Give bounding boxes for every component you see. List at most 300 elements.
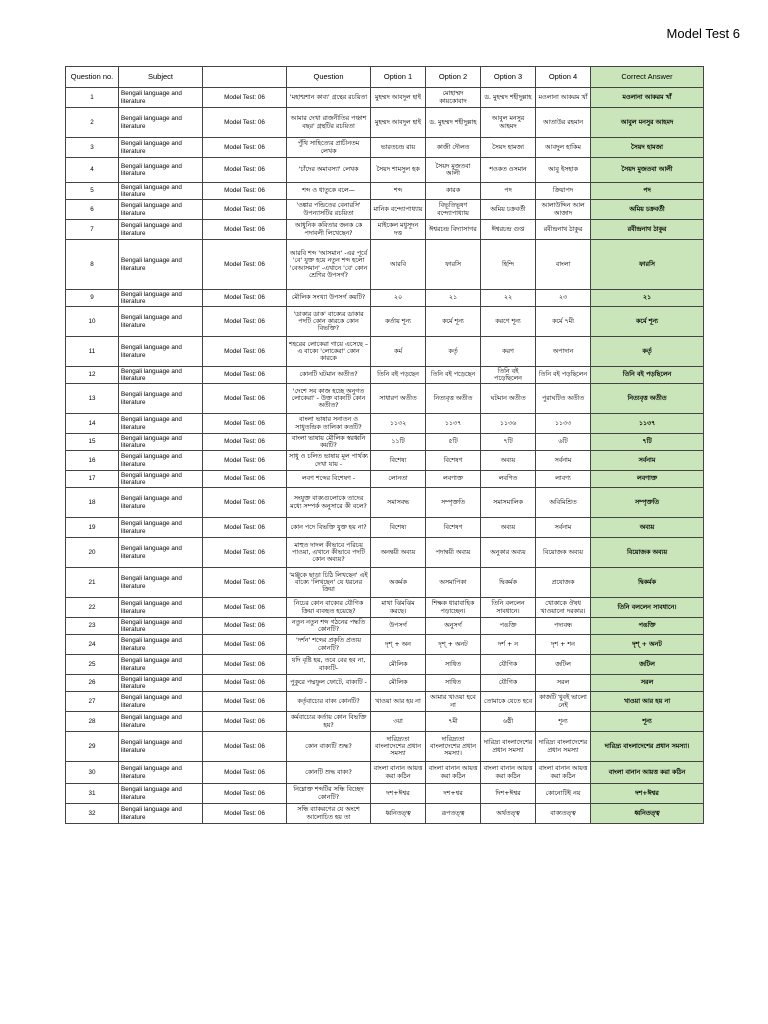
row-option-1: মৌলিক bbox=[371, 675, 426, 692]
header-subject: Subject bbox=[119, 67, 203, 88]
table-row bbox=[66, 804, 704, 824]
row-option-4: শূন্য bbox=[536, 712, 591, 732]
row-correct-answer: জটিল bbox=[591, 655, 704, 675]
row-model-test: Model Test: 06 bbox=[203, 220, 287, 240]
row-correct-answer: দারিদ্র্য বাংলাদেশের প্রধান সমস্যা। bbox=[591, 732, 704, 762]
row-option-1: ৩য়া bbox=[371, 712, 426, 732]
row-option-1: ১১৩২ bbox=[371, 414, 426, 434]
row-option-4: কাজটি খুবই ভালো নেই bbox=[536, 692, 591, 712]
row-option-1: ২০ bbox=[371, 290, 426, 307]
row-question: শব্দ ও ধাতুকে বলে— bbox=[287, 183, 371, 200]
row-subject: Bengali language and literature bbox=[119, 488, 203, 518]
header-blank bbox=[203, 67, 287, 88]
row-subject: Bengali language and literature bbox=[119, 784, 203, 804]
row-option-1: ধ্বনিতত্ত্ব bbox=[371, 804, 426, 824]
row-model-test: Model Test: 06 bbox=[203, 384, 287, 414]
row-model-test: Model Test: 06 bbox=[203, 434, 287, 451]
row-option-3: ঘটমান অতীত bbox=[481, 384, 536, 414]
row-subject: Bengali language and literature bbox=[119, 451, 203, 471]
table-header-row bbox=[66, 67, 704, 88]
table-row bbox=[66, 692, 704, 712]
row-option-2: সম্পৃক্ততি bbox=[426, 488, 481, 518]
table-row bbox=[66, 712, 704, 732]
row-option-4: অপাদান bbox=[536, 337, 591, 367]
row-model-test: Model Test: 06 bbox=[203, 471, 287, 488]
row-subject: Bengali language and literature bbox=[119, 618, 203, 635]
row-option-2: বাংলা বানান আয়ত্ত করা কঠিন bbox=[426, 762, 481, 784]
row-question: সংযুক্ত বাক্যগুলোকে তাদের মধ্যে সম্পর্ক অনুসারে কী বলে? bbox=[287, 488, 371, 518]
header-option-3: Option 3 bbox=[481, 67, 536, 88]
table-row bbox=[66, 618, 704, 635]
row-option-4: আবু ইসহাক bbox=[536, 158, 591, 183]
row-correct-answer: দৃশ্ + অনট bbox=[591, 635, 704, 655]
row-model-test: Model Test: 06 bbox=[203, 692, 287, 712]
row-correct-answer: দ্বিকর্মক bbox=[591, 568, 704, 598]
row-option-3: শওকত ওসমান bbox=[481, 158, 536, 183]
row-question: কোন পদে বিভক্তি যুক্ত হয় না? bbox=[287, 518, 371, 538]
row-option-3: পঙক্তি bbox=[481, 618, 536, 635]
row-option-3: সমাসমালিক bbox=[481, 488, 536, 518]
row-question: পুঁথি সাহিত্যের প্রাচীনতম লেখক bbox=[287, 138, 371, 158]
row-option-2: বিশেষণ bbox=[426, 518, 481, 538]
row-option-1: লোনতা bbox=[371, 471, 426, 488]
row-option-1: সাধারণ অতীত bbox=[371, 384, 426, 414]
row-question: বাংলা ভাষার সনাতন ও সাধুতন্দ্রিক তালিকা কতটি? bbox=[287, 414, 371, 434]
row-question: 'চাঁদের অমাবস্যা' লেখক bbox=[287, 158, 371, 183]
row-option-4: লাবণ্য bbox=[536, 471, 591, 488]
table-row bbox=[66, 220, 704, 240]
row-number: 19 bbox=[66, 518, 119, 538]
row-option-2: দারিদ্র্যতা বাংলাদেশের প্রধান সমস্যা। bbox=[426, 732, 481, 762]
row-correct-answer: বিয়োজক অব্যয় bbox=[591, 538, 704, 568]
row-question: 'মহাশ্মশান কাব্য' গ্রন্থের রচয়িতা bbox=[287, 88, 371, 108]
row-number: 31 bbox=[66, 784, 119, 804]
row-model-test: Model Test: 06 bbox=[203, 108, 287, 138]
row-option-4: বিয়োজক অব্যয় bbox=[536, 538, 591, 568]
row-option-2: রূপতত্ত্ব bbox=[426, 804, 481, 824]
row-subject: Bengali language and literature bbox=[119, 434, 203, 451]
row-option-4: দারিদ্র্য বাংলাদেশের প্রধান সমস্যা bbox=[536, 732, 591, 762]
row-number: 18 bbox=[66, 488, 119, 518]
row-option-4: বাংলা bbox=[536, 240, 591, 290]
row-model-test: Model Test: 06 bbox=[203, 518, 287, 538]
row-question: বাংলা ভাষায় মৌলিক স্বরধ্বনি কয়টি? bbox=[287, 434, 371, 451]
row-option-3: সৈয়দ হামজা bbox=[481, 138, 536, 158]
row-option-2: ১১৩৭ bbox=[426, 414, 481, 434]
row-option-3: তিনি বললেন সাবধানে। bbox=[481, 598, 536, 618]
row-question: কর্মবাচ্যের কর্তায় কোন বিভক্তি হয়? bbox=[287, 712, 371, 732]
table-row bbox=[66, 138, 704, 158]
row-correct-answer: নিত্যবৃত্ত অতীত bbox=[591, 384, 704, 414]
row-model-test: Model Test: 06 bbox=[203, 635, 287, 655]
row-subject: Bengali language and literature bbox=[119, 220, 203, 240]
row-subject: Bengali language and literature bbox=[119, 471, 203, 488]
row-option-2: কর্মে শূন্য bbox=[426, 307, 481, 337]
row-number: 6 bbox=[66, 200, 119, 220]
page-title: Model Test 6 bbox=[666, 26, 740, 41]
row-option-3: অব্যয় bbox=[481, 451, 536, 471]
row-option-2: কারক bbox=[426, 183, 481, 200]
row-option-3: ১১৩৬ bbox=[481, 414, 536, 434]
header-question: Question bbox=[287, 67, 371, 88]
row-correct-answer: কর্মে শূন্য bbox=[591, 307, 704, 337]
row-option-4: তিনি বই পড়ছিলেন bbox=[536, 367, 591, 384]
row-option-3: হিন্দি bbox=[481, 240, 536, 290]
row-option-1: মাথা ঝিমঝিম করছে। bbox=[371, 598, 426, 618]
row-model-test: Model Test: 06 bbox=[203, 240, 287, 290]
row-correct-answer: লবণাক্ত bbox=[591, 471, 704, 488]
row-option-4: সরল bbox=[536, 675, 591, 692]
row-number: 15 bbox=[66, 434, 119, 451]
row-option-2: ২১ bbox=[426, 290, 481, 307]
row-option-2: বিশেষণ bbox=[426, 451, 481, 471]
table-row bbox=[66, 108, 704, 138]
row-option-3: যৌগিক bbox=[481, 655, 536, 675]
table-row bbox=[66, 290, 704, 307]
row-subject: Bengali language and literature bbox=[119, 384, 203, 414]
row-option-3: দিশ+ঈশ্বর bbox=[481, 784, 536, 804]
row-correct-answer: অব্যয় bbox=[591, 518, 704, 538]
row-subject: Bengali language and literature bbox=[119, 675, 203, 692]
row-model-test: Model Test: 06 bbox=[203, 158, 287, 183]
row-number: 12 bbox=[66, 367, 119, 384]
row-question: আরবি শব্দ 'আসমান' -এর পূর্বে 'বে' যুক্ত হয়ে নতুন শব্দ হলো 'বেআসমান' -এখানে 'বে' কোন শ্রেণির উপসর্গ? bbox=[287, 240, 371, 290]
row-question: পুকুরে পদ্মফুল ফোটে, বাক্যটি - bbox=[287, 675, 371, 692]
row-correct-answer: আবুল মনসুর আহমদ bbox=[591, 108, 704, 138]
row-correct-answer: তিনি বই পড়ছিলেন bbox=[591, 367, 704, 384]
row-option-3: ড. মুহম্মদ শহীদুল্লাহ bbox=[481, 88, 536, 108]
row-question: কোন বাক্যটি শুদ্ধ? bbox=[287, 732, 371, 762]
row-question: কোনটি ঘটমান অতীত? bbox=[287, 367, 371, 384]
row-option-3: ৬ষ্ঠী bbox=[481, 712, 536, 732]
row-subject: Bengali language and literature bbox=[119, 183, 203, 200]
table-row bbox=[66, 598, 704, 618]
row-correct-answer: তিনি বললেন সাবধানে। bbox=[591, 598, 704, 618]
row-option-1: তিনি বই পড়ছেন bbox=[371, 367, 426, 384]
table-row bbox=[66, 655, 704, 675]
row-option-1: বিশেষ্য bbox=[371, 451, 426, 471]
row-option-4: কোনোটিই নয় bbox=[536, 784, 591, 804]
row-correct-answer: ২১ bbox=[591, 290, 704, 307]
table-row bbox=[66, 307, 704, 337]
header-option-2: Option 2 bbox=[426, 67, 481, 88]
row-question: আমার দেখা রাজনীতির পঞ্চাশ বছর' গ্রন্থটির রচয়িতা bbox=[287, 108, 371, 138]
row-correct-answer: সৈয়দ মুজতবা আলী bbox=[591, 158, 704, 183]
row-option-3: করণ bbox=[481, 337, 536, 367]
row-option-3: অব্যয় bbox=[481, 518, 536, 538]
row-option-1: খাওয়া আর হয় না bbox=[371, 692, 426, 712]
row-number: 11 bbox=[66, 337, 119, 367]
row-subject: Bengali language and literature bbox=[119, 88, 203, 108]
row-option-3: দ্বিকর্মক bbox=[481, 568, 536, 598]
table-row bbox=[66, 732, 704, 762]
row-option-4: সর্বনাম bbox=[536, 451, 591, 471]
row-subject: Bengali language and literature bbox=[119, 655, 203, 675]
row-option-3: দর্শ + ন bbox=[481, 635, 536, 655]
row-model-test: Model Test: 06 bbox=[203, 138, 287, 158]
row-number: 8 bbox=[66, 240, 119, 290]
row-option-2: অনুসর্গ bbox=[426, 618, 481, 635]
row-question: নিচের কোন বাক্যের যৌগিক ক্রিয়া ব্যবহৃত হয়েছে? bbox=[287, 598, 371, 618]
row-option-1: সমাসবদ্ধ bbox=[371, 488, 426, 518]
row-question: শহরের লোকেরা গায়ে এসেছে – এ বাক্যে 'লোকেরা' কোন কারকে bbox=[287, 337, 371, 367]
row-correct-answer: ৭টি bbox=[591, 434, 704, 451]
row-option-1: সৈয়দ শামসুল হক bbox=[371, 158, 426, 183]
row-option-3: ঈশ্বরচন্দ্র গুপ্ত bbox=[481, 220, 536, 240]
row-number: 29 bbox=[66, 732, 119, 762]
row-question: কর্তৃবাচ্যের বাক্য কোনটি? bbox=[287, 692, 371, 712]
row-option-4: বাক্যতত্ত্ব bbox=[536, 804, 591, 824]
row-option-3: আবুল মনসুর আহমদ bbox=[481, 108, 536, 138]
row-option-4: দৃশ + শন bbox=[536, 635, 591, 655]
row-option-1: বিশেষ্য bbox=[371, 518, 426, 538]
table-row bbox=[66, 471, 704, 488]
row-correct-answer: সরল bbox=[591, 675, 704, 692]
row-subject: Bengali language and literature bbox=[119, 138, 203, 158]
row-subject: Bengali language and literature bbox=[119, 290, 203, 307]
row-option-1: দৃশ্ + অন bbox=[371, 635, 426, 655]
row-option-4: আতাউর রহমান bbox=[536, 108, 591, 138]
row-option-3: অমিয় চক্রবর্তী bbox=[481, 200, 536, 220]
row-option-4: কর্মে ৭মী bbox=[536, 307, 591, 337]
row-number: 10 bbox=[66, 307, 119, 337]
row-option-3: দারিদ্র্য বাংলাদেশের প্রধান সমস্যা bbox=[481, 732, 536, 762]
row-number: 21 bbox=[66, 568, 119, 598]
table-row bbox=[66, 451, 704, 471]
row-option-4: প্রযোজক bbox=[536, 568, 591, 598]
row-question: মৌলিক সংখ্যা উপসর্গ কয়টি? bbox=[287, 290, 371, 307]
row-correct-answer: ধ্বনিতত্ত্ব bbox=[591, 804, 704, 824]
row-option-3: যৌগিক bbox=[481, 675, 536, 692]
row-option-1: উপসর্গ bbox=[371, 618, 426, 635]
row-option-3: পদ bbox=[481, 183, 536, 200]
row-option-1: ভারতচন্দ্র রায় bbox=[371, 138, 426, 158]
row-model-test: Model Test: 06 bbox=[203, 307, 287, 337]
row-correct-answer: সর্বনাম bbox=[591, 451, 704, 471]
row-option-4: বাংলা বানান আয়ত্ত করা কঠিন bbox=[536, 762, 591, 784]
row-model-test: Model Test: 06 bbox=[203, 762, 287, 784]
table-row bbox=[66, 635, 704, 655]
table-row bbox=[66, 762, 704, 784]
table-row bbox=[66, 384, 704, 414]
row-option-2: সাধিত bbox=[426, 655, 481, 675]
table-row bbox=[66, 200, 704, 220]
row-number: 5 bbox=[66, 183, 119, 200]
row-option-1: দশ+ঈশ্বর bbox=[371, 784, 426, 804]
row-subject: Bengali language and literature bbox=[119, 367, 203, 384]
row-option-3: তিনি বই পড়েছিলেন bbox=[481, 367, 536, 384]
row-option-1: দারিদ্র্যতা বাংলাদেশের প্রধান সমস্যা bbox=[371, 732, 426, 762]
row-option-4: ২৩ bbox=[536, 290, 591, 307]
row-question: নিম্নোক্ত শব্দটির সন্ধি বিচ্ছেদ কোনটি? bbox=[287, 784, 371, 804]
row-correct-answer: খাওয়া আর হয় না bbox=[591, 692, 704, 712]
row-question: সাধু ও চলিত ভাষায় মূল পার্থক্য দেখা যায় - bbox=[287, 451, 371, 471]
row-correct-answer: মওলানা আকরম খাঁ bbox=[591, 88, 704, 108]
row-option-2: মোহাম্মদ কায়কোবাদ bbox=[426, 88, 481, 108]
row-model-test: Model Test: 06 bbox=[203, 568, 287, 598]
row-option-4: সর্বনাম bbox=[536, 518, 591, 538]
table-row bbox=[66, 337, 704, 367]
row-correct-answer: অমিয় চক্রবর্তী bbox=[591, 200, 704, 220]
row-subject: Bengali language and literature bbox=[119, 414, 203, 434]
row-option-4: পদ্যবন্ধ bbox=[536, 618, 591, 635]
row-option-4: রবীন্দ্রনাথ ঠাকুর bbox=[536, 220, 591, 240]
table-row bbox=[66, 784, 704, 804]
row-subject: Bengali language and literature bbox=[119, 762, 203, 784]
row-option-3: অর্থতত্ত্ব bbox=[481, 804, 536, 824]
row-correct-answer: বাংলা বানান আয়ত্ত করা কঠিন bbox=[591, 762, 704, 784]
row-option-1: অনন্বয়ী অব্যয় bbox=[371, 538, 426, 568]
row-question: 'ওঙ্কার পন্ডিতের বেনারসি' উপন্যাসটির রচয়িতা bbox=[287, 200, 371, 220]
row-model-test: Model Test: 06 bbox=[203, 655, 287, 675]
table-row bbox=[66, 568, 704, 598]
row-number: 27 bbox=[66, 692, 119, 712]
row-number: 16 bbox=[66, 451, 119, 471]
row-option-3: বাংলা বানান আয়ত্ত করা কঠিন bbox=[481, 762, 536, 784]
row-option-3: তোমাকে যেতে হবে bbox=[481, 692, 536, 712]
row-model-test: Model Test: 06 bbox=[203, 414, 287, 434]
row-model-test: Model Test: 06 bbox=[203, 618, 287, 635]
row-model-test: Model Test: 06 bbox=[203, 804, 287, 824]
row-model-test: Model Test: 06 bbox=[203, 290, 287, 307]
row-number: 17 bbox=[66, 471, 119, 488]
row-option-1: মানিক বন্দ্যোপাধ্যায় bbox=[371, 200, 426, 220]
row-option-2: বিভূতিভূষণ বন্দ্যোপাধ্যায় bbox=[426, 200, 481, 220]
row-correct-answer: রবীন্দ্রনাথ ঠাকুর bbox=[591, 220, 704, 240]
row-subject: Bengali language and literature bbox=[119, 200, 203, 220]
row-number: 25 bbox=[66, 655, 119, 675]
row-subject: Bengali language and literature bbox=[119, 568, 203, 598]
row-number: 20 bbox=[66, 538, 119, 568]
row-option-4: আবদুল হাকিম bbox=[536, 138, 591, 158]
row-model-test: Model Test: 06 bbox=[203, 712, 287, 732]
row-model-test: Model Test: 06 bbox=[203, 451, 287, 471]
row-option-2: ৭মী bbox=[426, 712, 481, 732]
row-option-1: মুহম্মদ আবদুল হাই bbox=[371, 108, 426, 138]
table-row bbox=[66, 240, 704, 290]
row-model-test: Model Test: 06 bbox=[203, 598, 287, 618]
row-option-2: ৫টি bbox=[426, 434, 481, 451]
row-option-1: কর্তায় শূন্য bbox=[371, 307, 426, 337]
header-option-4: Option 4 bbox=[536, 67, 591, 88]
row-model-test: Model Test: 06 bbox=[203, 784, 287, 804]
row-model-test: Model Test: 06 bbox=[203, 367, 287, 384]
row-option-1: মুহম্মদ আবদুল হাই bbox=[371, 88, 426, 108]
row-subject: Bengali language and literature bbox=[119, 337, 203, 367]
row-option-2: ড. মুহম্মদ শহীদুল্লাহ bbox=[426, 108, 481, 138]
row-subject: Bengali language and literature bbox=[119, 692, 203, 712]
row-option-2: অসমাপিকা bbox=[426, 568, 481, 598]
row-subject: Bengali language and literature bbox=[119, 635, 203, 655]
row-option-2: নিত্যবৃত্ত অতীত bbox=[426, 384, 481, 414]
row-model-test: Model Test: 06 bbox=[203, 337, 287, 367]
row-correct-answer: পঙক্তি bbox=[591, 618, 704, 635]
row-option-2: দৃশ্ + অনট bbox=[426, 635, 481, 655]
row-option-4: অবিমিশ্রিত bbox=[536, 488, 591, 518]
table-row bbox=[66, 538, 704, 568]
row-correct-answer: কর্তৃ bbox=[591, 337, 704, 367]
row-question: যদি বৃষ্টি হয়, তবে বের হব না, বাক্যটি- bbox=[287, 655, 371, 675]
row-option-3: ২২ bbox=[481, 290, 536, 307]
row-number: 30 bbox=[66, 762, 119, 784]
row-model-test: Model Test: 06 bbox=[203, 183, 287, 200]
row-option-1: আরবি bbox=[371, 240, 426, 290]
row-option-2: কর্তৃ bbox=[426, 337, 481, 367]
row-option-1: বাংলা বানান আয়ত্ত করা কঠিন bbox=[371, 762, 426, 784]
row-option-2: ঈশ্বরচন্দ্র বিদ্যাসাগর bbox=[426, 220, 481, 240]
row-subject: Bengali language and literature bbox=[119, 598, 203, 618]
row-question: আধুনিক কবিতার জনক কে পদাবলী লিখেছেন? bbox=[287, 220, 371, 240]
row-question: কোনটি শুদ্ধ বাক্য? bbox=[287, 762, 371, 784]
header-correct-answer: Correct Answer bbox=[591, 67, 704, 88]
row-number: 2 bbox=[66, 108, 119, 138]
row-option-1: অকর্মক bbox=[371, 568, 426, 598]
row-number: 24 bbox=[66, 635, 119, 655]
row-correct-answer: দশ+ঈশ্বর bbox=[591, 784, 704, 804]
row-subject: Bengali language and literature bbox=[119, 108, 203, 138]
header-option-1: Option 1 bbox=[371, 67, 426, 88]
row-number: 3 bbox=[66, 138, 119, 158]
row-question: 'মঞ্জুকে ছাড়া চিঠি লিখছেন' এই বাক্যে 'লিখছেন' যে ধরনের ক্রিয়া bbox=[287, 568, 371, 598]
row-option-3: অনুকার অব্যয় bbox=[481, 538, 536, 568]
row-number: 13 bbox=[66, 384, 119, 414]
row-question: লবণ শব্দের বিশেষণ - bbox=[287, 471, 371, 488]
row-option-4: খোকাকে ঔষধ খাওয়ানো দরকার। bbox=[536, 598, 591, 618]
row-model-test: Model Test: 06 bbox=[203, 488, 287, 518]
row-option-4: মওলানা আকরম খাঁ bbox=[536, 88, 591, 108]
row-question: 'দর্শন' শব্দের প্রকৃতি প্রত্যয় কোনটি? bbox=[287, 635, 371, 655]
row-subject: Bengali language and literature bbox=[119, 240, 203, 290]
row-number: 26 bbox=[66, 675, 119, 692]
row-option-2: লবণাক্ত bbox=[426, 471, 481, 488]
row-model-test: Model Test: 06 bbox=[203, 732, 287, 762]
row-model-test: Model Test: 06 bbox=[203, 675, 287, 692]
row-number: 1 bbox=[66, 88, 119, 108]
row-subject: Bengali language and literature bbox=[119, 538, 203, 568]
row-number: 7 bbox=[66, 220, 119, 240]
row-option-4: জটিল bbox=[536, 655, 591, 675]
row-correct-answer: শূন্য bbox=[591, 712, 704, 732]
row-model-test: Model Test: 06 bbox=[203, 88, 287, 108]
row-subject: Bengali language and literature bbox=[119, 518, 203, 538]
table-row bbox=[66, 367, 704, 384]
row-option-2: তিনি বই পড়েছেন bbox=[426, 367, 481, 384]
row-question: 'দেশে সব কাজ হচ্ছে অনুগত লোকেরা' - উক্ত বাক্যটি কোন অতীত? bbox=[287, 384, 371, 414]
row-question: সন্ধি ব্যাকরণের যে অংশে আলোচিত হয় তা bbox=[287, 804, 371, 824]
row-number: 23 bbox=[66, 618, 119, 635]
question-table bbox=[65, 66, 704, 824]
row-option-2: কাজী দৌলত bbox=[426, 138, 481, 158]
row-option-4: পুরাঘটিত অতীত bbox=[536, 384, 591, 414]
table-row bbox=[66, 518, 704, 538]
row-subject: Bengali language and literature bbox=[119, 158, 203, 183]
table-row bbox=[66, 88, 704, 108]
row-option-4: ৬টি bbox=[536, 434, 591, 451]
row-option-2: দশ+শ্বর bbox=[426, 784, 481, 804]
table-row bbox=[66, 434, 704, 451]
table-row bbox=[66, 158, 704, 183]
table-row bbox=[66, 675, 704, 692]
row-option-3: লবণিত bbox=[481, 471, 536, 488]
row-option-2: পদান্বয়ী অব্যয় bbox=[426, 538, 481, 568]
row-subject: Bengali language and literature bbox=[119, 804, 203, 824]
row-number: 32 bbox=[66, 804, 119, 824]
table-row bbox=[66, 183, 704, 200]
row-option-4: আলাউদ্দিন আল আজাদ bbox=[536, 200, 591, 220]
row-number: 4 bbox=[66, 158, 119, 183]
row-subject: Bengali language and literature bbox=[119, 307, 203, 337]
row-option-2: সৈয়দ মুজতবা আলী bbox=[426, 158, 481, 183]
